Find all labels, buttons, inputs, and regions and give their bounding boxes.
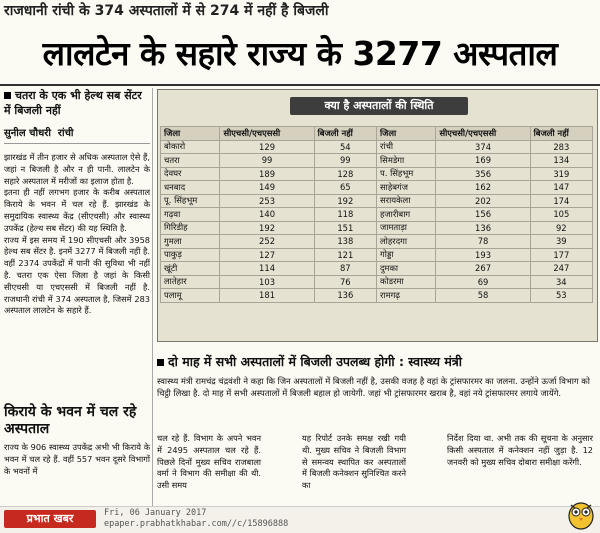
cell-centers: 253 — [220, 194, 314, 208]
table-title: क्या है अस्पतालों की स्थिति — [290, 97, 468, 115]
cell-centers: 181 — [220, 289, 314, 303]
kicker-headline: राजधानी रांची के 374 अस्पतालों में से 274 में नहीं है बिजली — [4, 3, 329, 19]
cell-district: रांची — [376, 140, 435, 154]
cell-centers: 156 — [436, 208, 530, 222]
cell-no-power: 138 — [314, 235, 376, 249]
cell-centers: 114 — [220, 262, 314, 276]
cell-no-power: 34 — [530, 275, 592, 289]
table-row — [161, 140, 593, 154]
table-row — [161, 167, 593, 181]
cell-centers: 140 — [220, 208, 314, 222]
column-divider — [152, 88, 153, 506]
cell-district: लातेहार — [161, 275, 220, 289]
cell-district: पू. सिंहभूम — [161, 194, 220, 208]
cell-centers: 127 — [220, 248, 314, 262]
main-headline: लालटेन के सहारे राज्य के 3277 अस्पताल — [42, 34, 558, 73]
cell-no-power: 53 — [530, 289, 592, 303]
header-district: जिला — [161, 127, 220, 141]
cell-no-power: 283 — [530, 140, 592, 154]
cell-centers: 103 — [220, 275, 314, 289]
cell-no-power: 87 — [314, 262, 376, 276]
cell-district: खूंटी — [161, 262, 220, 276]
cell-centers: 129 — [220, 140, 314, 154]
cell-district: धनबाद — [161, 181, 220, 195]
cell-centers: 69 — [436, 275, 530, 289]
table-row — [161, 194, 593, 208]
cell-no-power: 54 — [314, 140, 376, 154]
cell-district: कोडरमा — [376, 275, 435, 289]
cell-centers: 58 — [436, 289, 530, 303]
cell-centers: 136 — [436, 221, 530, 235]
body-paragraph: झारखंड में तीन हजार से अधिक अस्पताल ऐसे हैं, जहां न बिजली है और न ही पानी. लालटेन के सहारे अस्पताल में मरीजों का इलाज होता है. — [4, 152, 150, 186]
cell-no-power: 65 — [314, 181, 376, 195]
footer-date: Fri, 06 January 2017 — [104, 508, 207, 518]
header-no-power: बिजली नहीं — [314, 127, 376, 141]
cell-district: देवघर — [161, 167, 220, 181]
bullet-square-icon — [157, 359, 164, 366]
cell-district: चतरा — [161, 154, 220, 168]
footer-info — [104, 508, 344, 530]
cell-district: प. सिंहभूम — [376, 167, 435, 181]
cell-no-power: 92 — [530, 221, 592, 235]
header-centers: सीएचसी/एचएससी — [220, 127, 314, 141]
cell-district: हजारीबाग — [376, 208, 435, 222]
cell-no-power: 118 — [314, 208, 376, 222]
cell-centers: 192 — [220, 221, 314, 235]
cell-district: लोहरदगा — [376, 235, 435, 249]
cell-centers: 374 — [436, 140, 530, 154]
cell-no-power: 177 — [530, 248, 592, 262]
bullet-text: चतरा के एक भी हेल्थ सब सेंटर में बिजली नहीं — [4, 89, 142, 117]
table-row — [161, 248, 593, 262]
cell-centers: 252 — [220, 235, 314, 249]
hospital-status-table — [160, 126, 593, 303]
cell-district: सरायकेला — [376, 194, 435, 208]
bottom-column: चल रहे हैं. विभाग के अपने भवन में 2495 अस्पताल चल रहे हैं. पिछले दिनों मुख्य सचिव राजबाला वर्मा ने विभाग की समीक्षा की थी. उसी समय — [157, 433, 261, 491]
table-row — [161, 221, 593, 235]
body-paragraph: इतना ही नहीं लगभग हजार के करीब अस्पताल किराये के भवन में चल रहे हैं. झारखंड के समुदायिक स्वास्थ्य केंद्र (सीएचसी) और स्वास्थ्य उपकेंद्र (हेल्थ सब सेंटर) की यह स्थिति है. — [4, 187, 150, 233]
table-row — [161, 181, 593, 195]
newspaper-logo: प्रभात खबर — [4, 510, 96, 528]
cell-district: साहेबगंज — [376, 181, 435, 195]
left-column-body — [4, 152, 150, 317]
table-header-row — [161, 127, 593, 141]
subheading-rented-buildings: किराये के भवन में चल रहे अस्पताल — [4, 404, 137, 437]
cell-no-power: 174 — [530, 194, 592, 208]
byline-place: रांची — [57, 128, 74, 139]
byline — [4, 127, 150, 144]
cell-no-power: 128 — [314, 167, 376, 181]
cell-centers: 193 — [436, 248, 530, 262]
cell-district: बोकारो — [161, 140, 220, 154]
cell-centers: 162 — [436, 181, 530, 195]
cell-centers: 189 — [220, 167, 314, 181]
body-paragraph: राज्य में इस समय में 190 सीएचसी और 3958 हेल्थ सब सेंटर है. इनमें 3277 में बिजली नहीं है. वहीं 2374 उपकेंद्रों में पानी की सुविधा भी नहीं है. चतरा एक ऐसा जिला है जहां के किसी सीएचसी या एचएससी में बिजली नहीं है. राजधानी रांची में 374 अस्पताल है, जिसमें 283 अस्पताल लालटेन के सहारे हैं. — [4, 234, 150, 316]
cell-no-power: 76 — [314, 275, 376, 289]
cell-no-power: 121 — [314, 248, 376, 262]
header-no-power: बिजली नहीं — [530, 127, 592, 141]
table-row — [161, 262, 593, 276]
cell-no-power: 134 — [530, 154, 592, 168]
cell-centers: 267 — [436, 262, 530, 276]
cell-no-power: 105 — [530, 208, 592, 222]
cell-district: गिरिडीह — [161, 221, 220, 235]
cell-centers: 78 — [436, 235, 530, 249]
header-centers: सीएचसी/एचएससी — [436, 127, 530, 141]
cell-district: सिमडेगा — [376, 154, 435, 168]
table-row — [161, 275, 593, 289]
bullet-square-icon — [4, 92, 11, 99]
bottom-column: निर्देश दिया था. अभी तक की सूचना के अनुसार किसी अस्पताल में कनेक्शन नहीं जुड़ा है. 12 जनवरी को मुख्य सचिव दोबारा समीक्षा करेंगी. — [447, 433, 593, 467]
bullet-point — [4, 88, 150, 118]
cell-centers: 202 — [436, 194, 530, 208]
cell-district: दुमका — [376, 262, 435, 276]
cell-district: गढ़वा — [161, 208, 220, 222]
cell-no-power: 136 — [314, 289, 376, 303]
owl-mascot-icon — [566, 496, 596, 530]
cell-district: गोड्डा — [376, 248, 435, 262]
section-headline-text: दो माह में सभी अस्पतालों में बिजली उपलब्ध होगी : स्वास्थ्य मंत्री — [168, 354, 463, 369]
cell-no-power: 319 — [530, 167, 592, 181]
section-headline — [157, 352, 596, 372]
table-row — [161, 235, 593, 249]
headline-rule — [0, 84, 600, 86]
cell-district: गुमला — [161, 235, 220, 249]
section-lead: स्वास्थ्य मंत्री रामचंद्र चंद्रवंशी ने कहा कि जिन अस्पतालों में बिजली नहीं है, उसकी वजह है वहां के ट्रांसफारमर का जलना. उन्होंने ऊर्जा विभाग को चिट्ठी लिखा है. दो माह में सभी अस्पतालों में बिजली बहाल हो जायेगी. जहां भी ट्रांसफारमर खराब है, वहां नये ट्रांसफारमर लगाये जायेंगे. — [157, 376, 590, 398]
cell-no-power: 192 — [314, 194, 376, 208]
cell-centers: 356 — [436, 167, 530, 181]
cell-no-power: 99 — [314, 154, 376, 168]
byline-author: सुनील चौधरी — [4, 128, 51, 139]
left-column-body-2: राज्य के 906 स्वास्थ्य उपकेंद्र अभी भी किराये के भवन में चल रहे हैं. वहीं 557 भवन दूसरे विभागों के भवनों में — [4, 442, 150, 476]
cell-centers: 169 — [436, 154, 530, 168]
cell-district: पलामू — [161, 289, 220, 303]
cell-no-power: 39 — [530, 235, 592, 249]
table-row — [161, 154, 593, 168]
cell-no-power: 151 — [314, 221, 376, 235]
table-row — [161, 289, 593, 303]
cell-district: रामगढ़ — [376, 289, 435, 303]
table-row — [161, 208, 593, 222]
footer-url[interactable]: epaper.prabhatkhabar.com//c/15896888 — [104, 519, 289, 529]
bottom-column: यह रिपोर्ट उनके समक्ष रखी गयी थी. मुख्य सचिव ने बिजली विभाग से समन्वय स्थापित कर अस्पतालों में बिजली कनेक्शन सुनिश्चित करने का — [302, 433, 406, 491]
cell-no-power: 247 — [530, 262, 592, 276]
cell-centers: 149 — [220, 181, 314, 195]
cell-centers: 99 — [220, 154, 314, 168]
cell-district: जामताड़ा — [376, 221, 435, 235]
header-district: जिला — [376, 127, 435, 141]
cell-no-power: 147 — [530, 181, 592, 195]
cell-district: पाकुड़ — [161, 248, 220, 262]
